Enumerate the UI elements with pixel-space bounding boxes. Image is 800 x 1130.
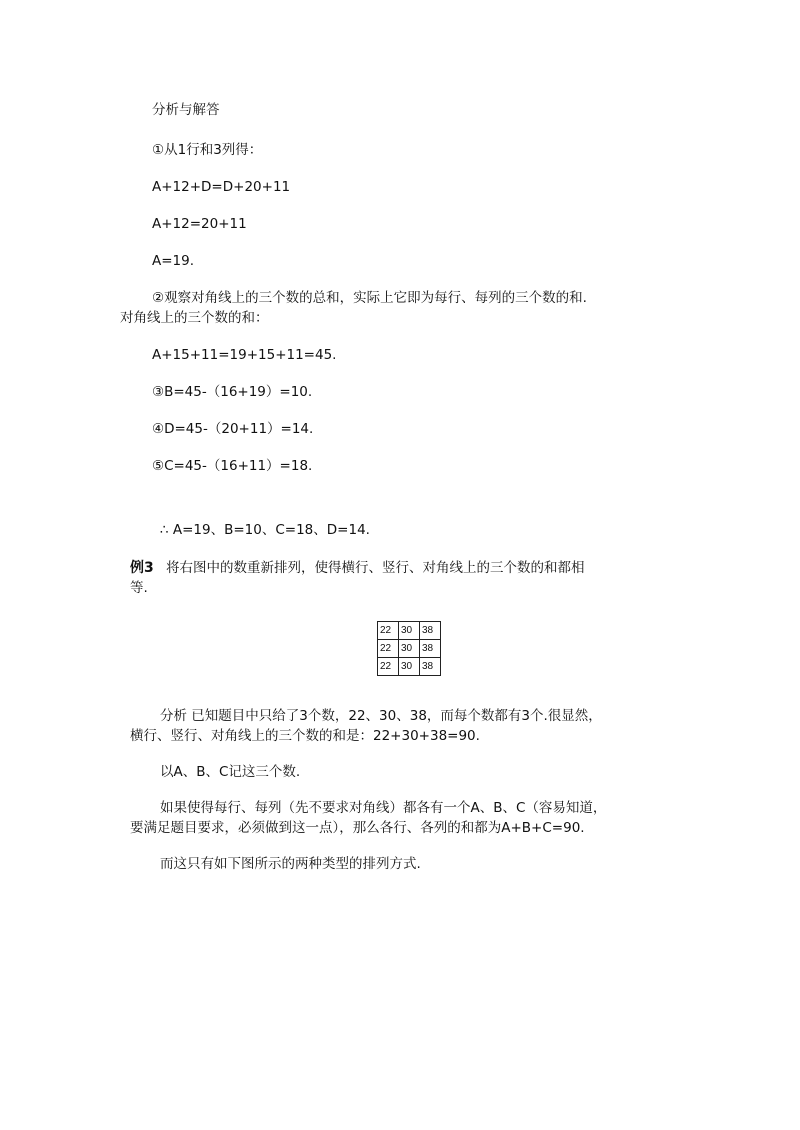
grid-cell: 38: [420, 640, 441, 658]
grid-row: [378, 640, 441, 658]
example3-line2: 等.: [130, 580, 148, 596]
section-title: 分析与解答: [152, 102, 220, 118]
analysis-line6: 而这只有如下图所示的两种类型的排列方式.: [160, 856, 421, 872]
grid-cell: 30: [399, 658, 420, 676]
analysis-line2: 横行、竖行、对角线上的三个数的和是：22+30+38=90.: [130, 728, 480, 744]
number-grid: [377, 621, 441, 676]
analysis-line3: 以A、B、C记这三个数.: [160, 764, 301, 780]
grid-cell: 30: [399, 640, 420, 658]
grid-cell: 22: [378, 622, 399, 640]
step5-line: ⑤C=45-（16+11）=18.: [152, 458, 313, 474]
conclusion-line: ∴ A=19、B=10、C=18、D=14.: [160, 522, 370, 538]
grid-cell: 22: [378, 640, 399, 658]
step1-intro: ①从1行和3列得：: [152, 142, 263, 158]
grid-cell: 30: [399, 622, 420, 640]
grid-cell: 22: [378, 658, 399, 676]
example3-text: 将右图中的数重新排列，使得横行、竖行、对角线上的三个数的和都相: [166, 560, 585, 576]
step3-line: ③B=45-（16+19）=10.: [152, 384, 313, 400]
example3-label: 例3: [130, 560, 154, 576]
grid-cell: 38: [420, 658, 441, 676]
analysis-line5: 要满足题目要求，必须做到这一点），那么各行、各列的和都为A+B+C=90.: [130, 820, 585, 836]
analysis-line1: 分析 已知题目中只给了3个数，22、30、38，而每个数都有3个.很显然，: [160, 708, 602, 724]
analysis-line4: 如果使得每行、每列（先不要求对角线）都各有一个A、B、C（容易知道，: [160, 800, 607, 816]
equation-line: A=19.: [152, 253, 195, 269]
step2-line1: ②观察对角线上的三个数的总和，实际上它即为每行、每列的三个数的和.: [152, 290, 587, 306]
equation-line: A+15+11=19+15+11=45.: [152, 347, 337, 363]
step2-line2: 对角线上的三个数的和：: [120, 310, 269, 326]
example3-line1: [130, 558, 585, 578]
equation-line: A+12+D=D+20+11: [152, 179, 291, 195]
grid-row: [378, 622, 441, 640]
grid-row: [378, 658, 441, 676]
step4-line: ④D=45-（20+11）=14.: [152, 421, 314, 437]
equation-line: A+12=20+11: [152, 216, 247, 232]
grid-cell: 38: [420, 622, 441, 640]
